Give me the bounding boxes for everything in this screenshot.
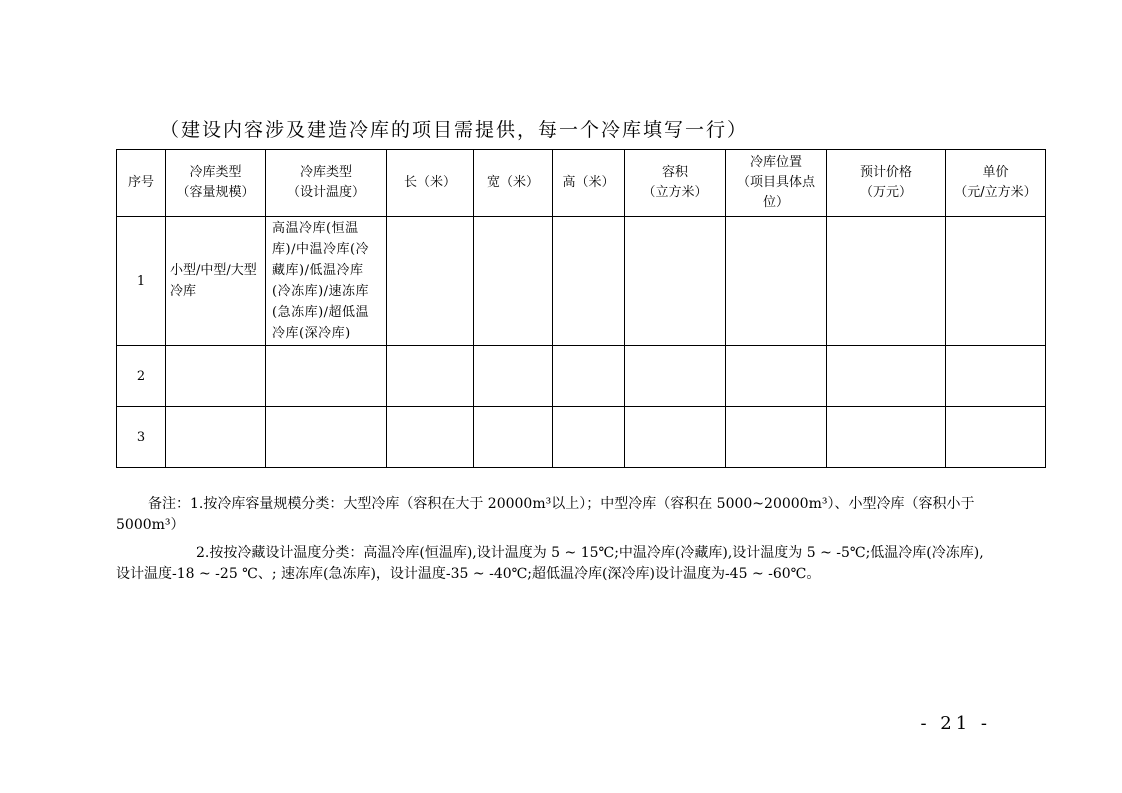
table-header-row [117,150,1046,217]
cell-temperature-type[interactable] [266,217,387,346]
cell-unit-price[interactable] [946,346,1046,407]
header-text: 预计价格 [859,165,912,180]
temperature-type-text: 高温冷库(恒温库)/中温冷库(冷藏库)/低温冷库(冷冻库)/速冻库(急冻库)/超低温冷库(深冷库) [272,221,370,341]
header-text: 冷库类型 [189,165,242,180]
cell-serial-number: 2 [117,346,166,407]
cell-serial-number: 1 [117,217,166,346]
cell-width[interactable] [474,407,553,468]
header-estimated-price [827,150,946,217]
header-location [726,150,827,217]
table-row [117,407,1046,468]
cell-width[interactable] [474,346,553,407]
header-text: 位） [762,195,789,210]
header-text: （设计温度） [286,185,365,200]
cell-estimated-price[interactable] [827,217,946,346]
cell-estimated-price[interactable] [827,346,946,407]
note-capacity-classification: 备注：1.按冷库容量规模分类：大型冷库（容积在大于 20000m³以上）；中型冷库（容积在 5000~20000m³）、小型冷库（容积小于 5000m³） [116,496,975,533]
cell-length[interactable] [387,217,474,346]
cell-unit-price[interactable] [946,217,1046,346]
cell-height[interactable] [553,407,625,468]
cell-length[interactable] [387,407,474,468]
cell-volume[interactable] [625,407,726,468]
header-text: 序号 [127,175,154,190]
header-text: （万元） [859,185,912,200]
page-number: - 21 - [920,713,991,734]
header-text: （项目具体点 [736,175,815,190]
cell-height[interactable] [553,217,625,346]
cell-location[interactable] [726,217,827,346]
cell-estimated-price[interactable] [827,407,946,468]
header-temperature-type [266,150,387,217]
cell-volume[interactable] [625,346,726,407]
header-text: 冷库类型 [299,165,352,180]
header-text: 长（米） [403,175,456,190]
cold-storage-table [116,149,1046,468]
cell-volume[interactable] [625,217,726,346]
cell-capacity-type[interactable]: 小型/中型/大型冷库 [166,217,266,346]
cell-serial-number: 3 [117,407,166,468]
header-text: 冷库位置 [749,155,802,170]
header-width [474,150,553,217]
cell-temperature-type[interactable] [266,407,387,468]
notes-section [116,494,996,585]
note-temperature-classification: 2.按按冷藏设计温度分类：高温冷库(恒温库),设计温度为 5 ~ 15℃;中温冷库(冷藏库),设计温度为 5 ~ -5℃;低温冷库(冷冻库),设计温度-18 ~ -25 ℃、; 速冻库(急冻库)，设计温度-35 ~ -40℃;超低温冷库(深冷库)设计温度为-45 ~ -60℃。 [116,545,984,582]
cell-location[interactable] [726,346,827,407]
header-text: 单价 [982,165,1009,180]
cell-unit-price[interactable] [946,407,1046,468]
header-text: 容积 [661,165,688,180]
cell-width[interactable] [474,217,553,346]
header-unit-price [946,150,1046,217]
cell-capacity-type[interactable] [166,407,266,468]
cell-capacity-type[interactable] [166,346,266,407]
header-text: 宽（米） [486,175,539,190]
header-text: （元/立方米） [954,185,1037,200]
cell-height[interactable] [553,346,625,407]
header-height [553,150,625,217]
header-capacity-type [166,150,266,217]
header-text: 高（米） [562,175,615,190]
cell-temperature-type[interactable] [266,346,387,407]
cell-length[interactable] [387,346,474,407]
header-serial-number [117,150,166,217]
table-title: （建设内容涉及建造冷库的项目需提供，每一个冷库填写一行） [160,119,749,141]
table-row [117,217,1046,346]
header-text: （容量规模） [176,185,255,200]
header-length [387,150,474,217]
cell-location[interactable] [726,407,827,468]
header-text: （立方米） [642,185,708,200]
header-volume [625,150,726,217]
table-row [117,346,1046,407]
